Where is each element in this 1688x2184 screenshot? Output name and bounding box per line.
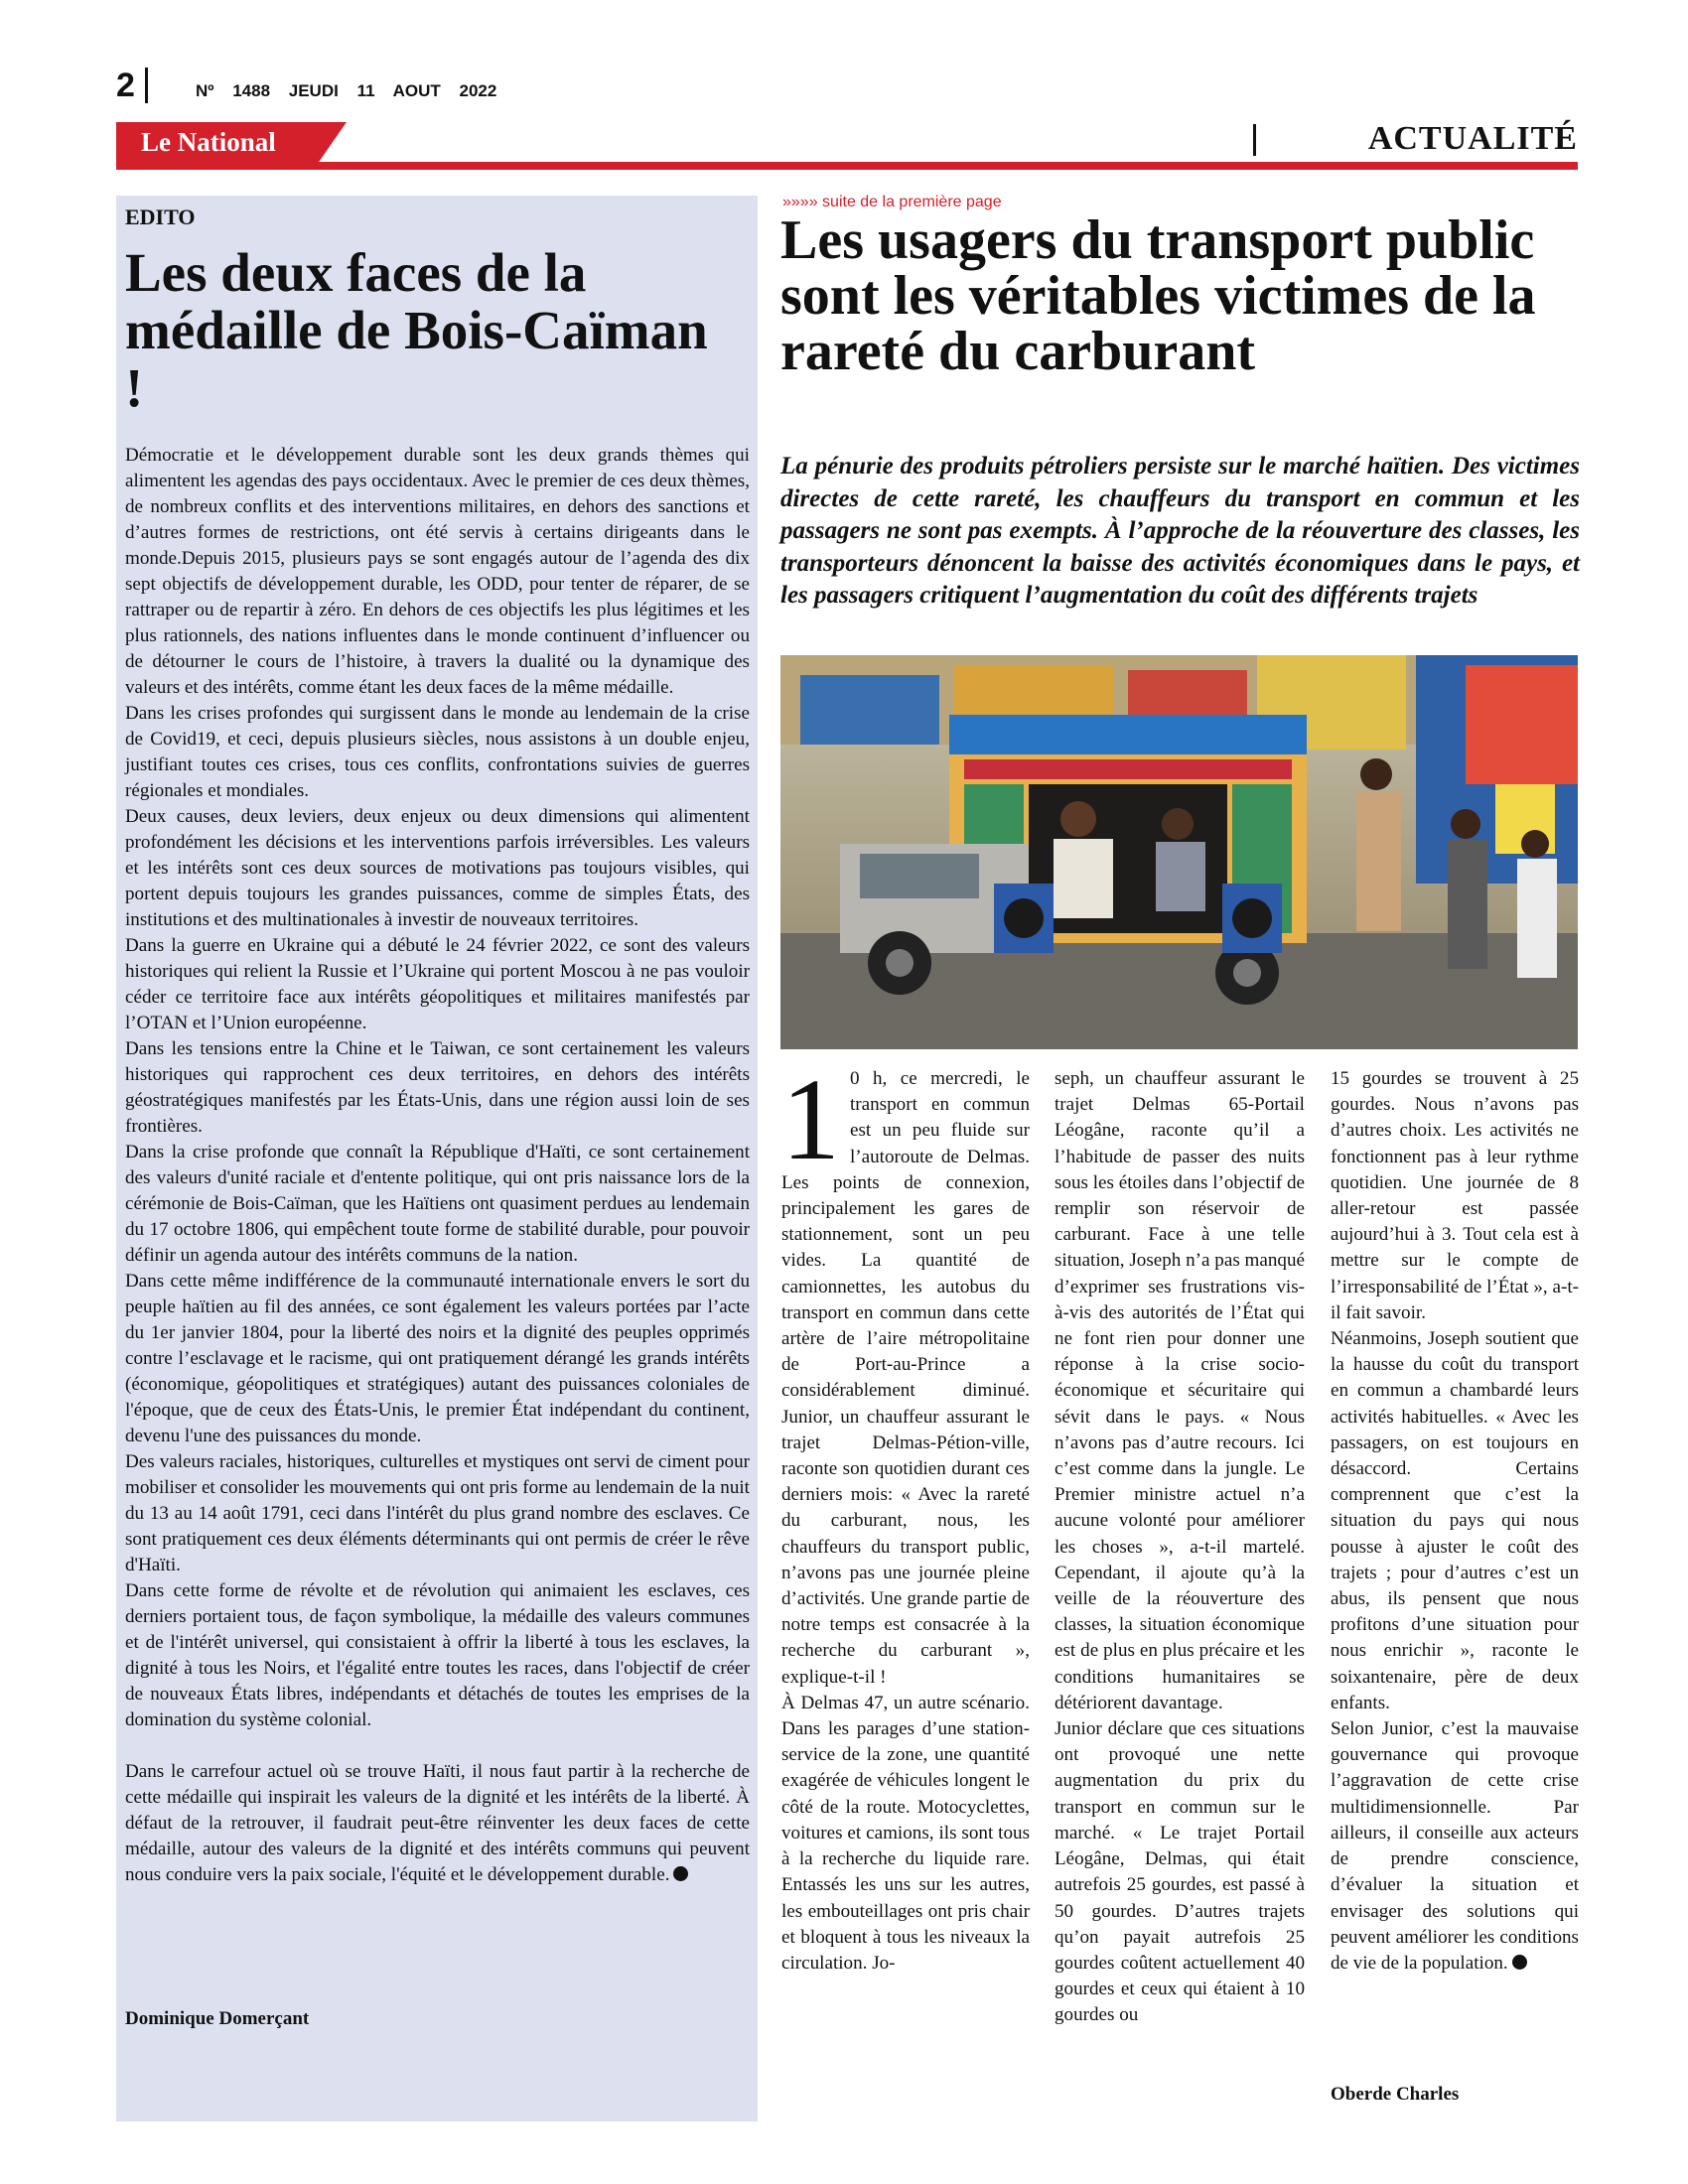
- article-paragraph: 15 gourdes se trouvent à 25 gourdes. Nous n’avons pas d’autres choix. Les activités ne fonctionnent pas à leur rythme quotidien. Une journée de 8 aller-retour est passée aujourd’hui à 3. Tout cela est à mettre sur le compte de l’irresponsabilité de l’État », a-t-il fait savoir.: [1331, 1068, 1579, 1323]
- edito-conclusion: [125, 1759, 750, 1888]
- article-lead: La pénurie des produits pétroliers persiste sur le marché haïtien. Des victimes directes de cette rareté, les chauffeurs du transport en commun et les passagers ne sont pas exempts. À l’approche de la réouverture des classes, les transporteurs dénoncent la baisse des activités économiques dans le pays, et les passagers critiquent l’augmentation du coût des différents trajets: [780, 453, 1580, 609]
- dropcap: 1: [781, 1054, 840, 1184]
- issue-info: [196, 81, 496, 101]
- issue-day: JEUDI: [288, 81, 339, 100]
- article-paragraph: Junior déclare que ces situations ont provoqué une nette augmentation du prix du transport en commun sur le marché. « Le trajet Portail Léogâne, Delmas, qui était autrefois 25 gourdes, est passé à 50 gourdes. D’autres trajets qu’on payait autrefois 25 gourdes coûtent actuellement 40 gourdes et ceux qui étaient à 10 gourdes ou: [1055, 1718, 1305, 2026]
- edito-title: Les deux faces de la médaille de Bois-Caïman !: [125, 242, 708, 418]
- article-column-2: [1055, 1066, 1305, 2029]
- edito-paragraph: Dans la guerre en Ukraine qui a débuté le 24 février 2022, ce sont des valeurs historiques qui relient la Russie et l’Ukraine qui portent Moscou à ne pas vouloir céder ce territoire face aux intérêts géopolitiques et militaires manifestés par l’OTAN et l’Union européenne.: [125, 935, 750, 1033]
- continued-kicker: »»»» suite de la première page: [782, 194, 1002, 210]
- article-column-1: [781, 1054, 1030, 1977]
- section-title: ACTUALITÉ: [1367, 120, 1578, 157]
- edito-paragraph: Dans cette forme de révolte et de révolution qui animaient les esclaves, ces derniers portaient tous, de façon symbolique, la médaille des valeurs communes et de l'intérêt universel, qui consistaient à offrir la liberté à tous les esclaves, la dignité à tous les Noirs, et l'égalité entre toutes les races, dans l'objectif de créer de nouveaux États libres, indépendants et détachés de toutes les emprises de la domination du système colonial.: [125, 1580, 750, 1730]
- edito-body: [125, 443, 750, 1888]
- edito-paragraph: Des valeurs raciales, historiques, culturelles et mystiques ont servi de ciment pour mobiliser et consolider les mouvements qui ont pris forme au lendemain de la nuit du 13 au 14 août 1791, ceci dans l'intérêt du plus grand nombre des esclaves. Ce sont pratiquement ces deux éléments déterminants qui ont permis de créer le rêve d'Haïti.: [125, 1451, 750, 1575]
- header-rule: [116, 162, 1578, 170]
- edito-paragraph: Deux causes, deux leviers, deux enjeux ou deux dimensions qui alimentent profondément les décisions et les interventions parfois irréversibles. Les valeurs et les intérêts sont ces deux sources de motivations pas toujours visibles, qui portent depuis toujours les grandes puissances, comme de simples États, des institutions et des multinationales à investir de nouveaux territoires.: [125, 806, 750, 930]
- article-paragraph: Néanmoins, Joseph soutient que la hausse du coût du transport en commun a chambardé leurs activités habituelles. « Avec les passagers, on est toujours en désaccord. Certains comprennent que c’est la situation du pays qui nous pousse à ajuster le coût des trajets ; pour d’autres c’est un abus, ils pensent que nous profitons d’une situation pour nous enrichir », raconte le soixantenaire, père de deux enfants.: [1331, 1328, 1579, 1713]
- edito-paragraph: Dans les tensions entre la Chine et le Taiwan, ce sont certainement les valeurs historiques qui rapprochent ces deux territoires, en dehors des intérêts géostratégiques manifestés par les États-Unis, dans une région aussi loin de ses frontières.: [125, 1038, 750, 1137]
- article-author: Oberde Charles: [1331, 2084, 1460, 2105]
- issue-date: 11 AOUT 2022: [356, 81, 497, 100]
- edito-paragraph: Démocratie et le développement durable sont les deux grands thèmes qui alimentent les agendas des pays occidentaux. Avec le premier de ces deux thèmes, de nombreux conflits et des interventions militaires, en dehors des sanctions et d’autres formes de restrictions, ont été servis à certains dirigeants dans le monde.Depuis 2015, plusieurs pays se sont engagés autour de l’agenda des dix sept objectifs de développement durable, les ODD, pour tenter de réparer, de se rattraper ou de repartir à zéro. En dehors de ces objectifs les plus légitimes et les plus rationnels, des nations influentes dans le monde continuent d’influencer ou de détourner le cours de l’histoire, à travers la dualité ou la dynamique des valeurs et des intérêts, comme étant les deux faces de la même médaille.: [125, 445, 750, 698]
- edito-paragraph: Dans les crises profondes qui surgissent dans le monde au lendemain de la crise de Covid19, et ceci, depuis plusieurs siècles, nous assistons à un double enjeu, justifiant toutes ces crises, tous ces conflits, confrontations suivies de guerres régionales et mondiales.: [125, 703, 750, 801]
- article-paragraph: 0 h, ce mercredi, le transport en commun est un peu fluide sur l’autoroute de Delmas. Les points de connexion, principalement les gares de stationnement, sont un peu vides. La quantité de camionnettes, les autobus du transport en commun dans cette artère de l’aire métropolitaine de Port-au-Prince a considérablement diminué. Junior, un chauffeur assurant le trajet Delmas-Pétion-ville, raconte son quotidien durant ces derniers mois: « Avec la rareté du carburant, nous, les chauffeurs du transport public, n’avons pas une journée pleine d’activités. Une grande partie de notre temps est consacrée à la recherche du carburant », explique-t-il !: [781, 1068, 1030, 1688]
- edito-paragraph: Dans cette même indifférence de la communauté internationale envers le sort du peuple haïtien au fil des années, ce sont également les valeurs portées par l’acte du 1er janvier 1804, pour la liberté des noirs et la dignité des peuples opprimés contre l’esclavage et le racisme, qui ont pratiquement dérangé les grands intérêts (économique, géopolitiques et stratégiques) autant des puissances coloniales de l'époque, que de ceux des États-Unis, le premier État indépendant du continent, devenu l'une des puissances du monde.: [125, 1271, 750, 1446]
- section-divider: [1253, 124, 1256, 156]
- article-paragraph: Selon Junior, c’est la mauvaise gouvernance qui provoque l’aggravation de cette crise multidimensionnelle. Par ailleurs, il conseille aux acteurs de prendre conscience, d’évaluer la situation et envisager des solutions qui peuvent améliorer les conditions de vie de la population.: [1331, 1718, 1579, 1974]
- end-mark-icon: [673, 1866, 688, 1881]
- end-mark-icon: [1512, 1955, 1527, 1970]
- article-paragraph: À Delmas 47, un autre scénario. Dans les parages d’une station-service de la zone, une quantité exagérée de véhicules longent le côté de la route. Motocyclettes, voitures et camions, ils sont tous à la recherche du liquide rare. Entassés les uns sur les autres, les embouteillages ont pris chair et bloquent à tous les niveaux la circulation. Jo-: [781, 1692, 1030, 1974]
- tap-tap-photo: [780, 655, 1578, 1049]
- edito-label: EDITO: [125, 205, 196, 229]
- tap-tap-photo-illustration: [780, 655, 1578, 1049]
- edito-paragraph: Dans la crise profonde que connaît la République d'Haïti, ce sont certainement des valeurs d'unité raciale et d'entente politique, qui ont pris naissance lors de la cérémonie de Bois-Caïman, que les Haïtiens ont quasiment perdues au lendemain du 17 octobre 1806, qui empêchent toute forme de stabilité durable, pour pouvoir définir un agenda autour des intérêts communs de la nation.: [125, 1142, 750, 1266]
- article-title: Les usagers du transport public sont les véritables victimes de la rareté du carburant: [780, 209, 1536, 382]
- article-closing: [1331, 1716, 1579, 1977]
- brand-logo: Le National: [141, 127, 276, 157]
- article-paragraph: seph, un chauffeur assurant le trajet Delmas 65-Portail Léogâne, raconte qu’il a l’habitude de passer des nuits sous les étoiles dans l’objectif de remplir son réservoir de carburant. Face à une telle situation, Joseph n’a pas manqué d’exprimer ses frustrations vis-à-vis des autorités de l’État qui ne font rien pour donner une réponse à la crise socio-économique et sécuritaire qui sévit dans le pays. « Nous n’avons pas d’autre recours. Ici c’est comme dans la jungle. Le Premier ministre actuel n’a aucune volonté pour améliorer les choses », a-t-il martelé. Cependant, il ajoute qu’à la veille de la réouverture des classes, la situation économique est de plus en plus précaire et les conditions humanitaires se détériorent davantage.: [1055, 1068, 1305, 1713]
- article-column-3: [1331, 1066, 1579, 1977]
- page-number: 2: [116, 67, 135, 104]
- header-divider: [145, 68, 148, 103]
- issue-number: Nº 1488: [196, 81, 271, 100]
- edito-author: Dominique Domerçant: [125, 2008, 310, 2029]
- article-opening: [781, 1054, 1030, 1691]
- edito-paragraph: Dans le carrefour actuel où se trouve Haïti, il nous faut partir à la recherche de cette médaille qui inspirait les valeurs de la dignité et les intérêts de la liberté. À défaut de la retrouver, il faudrait peut-être réinventer les deux faces de cette médaille, autour des valeurs de la dignité et des intérêts communs qui peuvent nous conduire vers la paix sociale, l'équité et le développement durable.: [125, 1761, 750, 1885]
